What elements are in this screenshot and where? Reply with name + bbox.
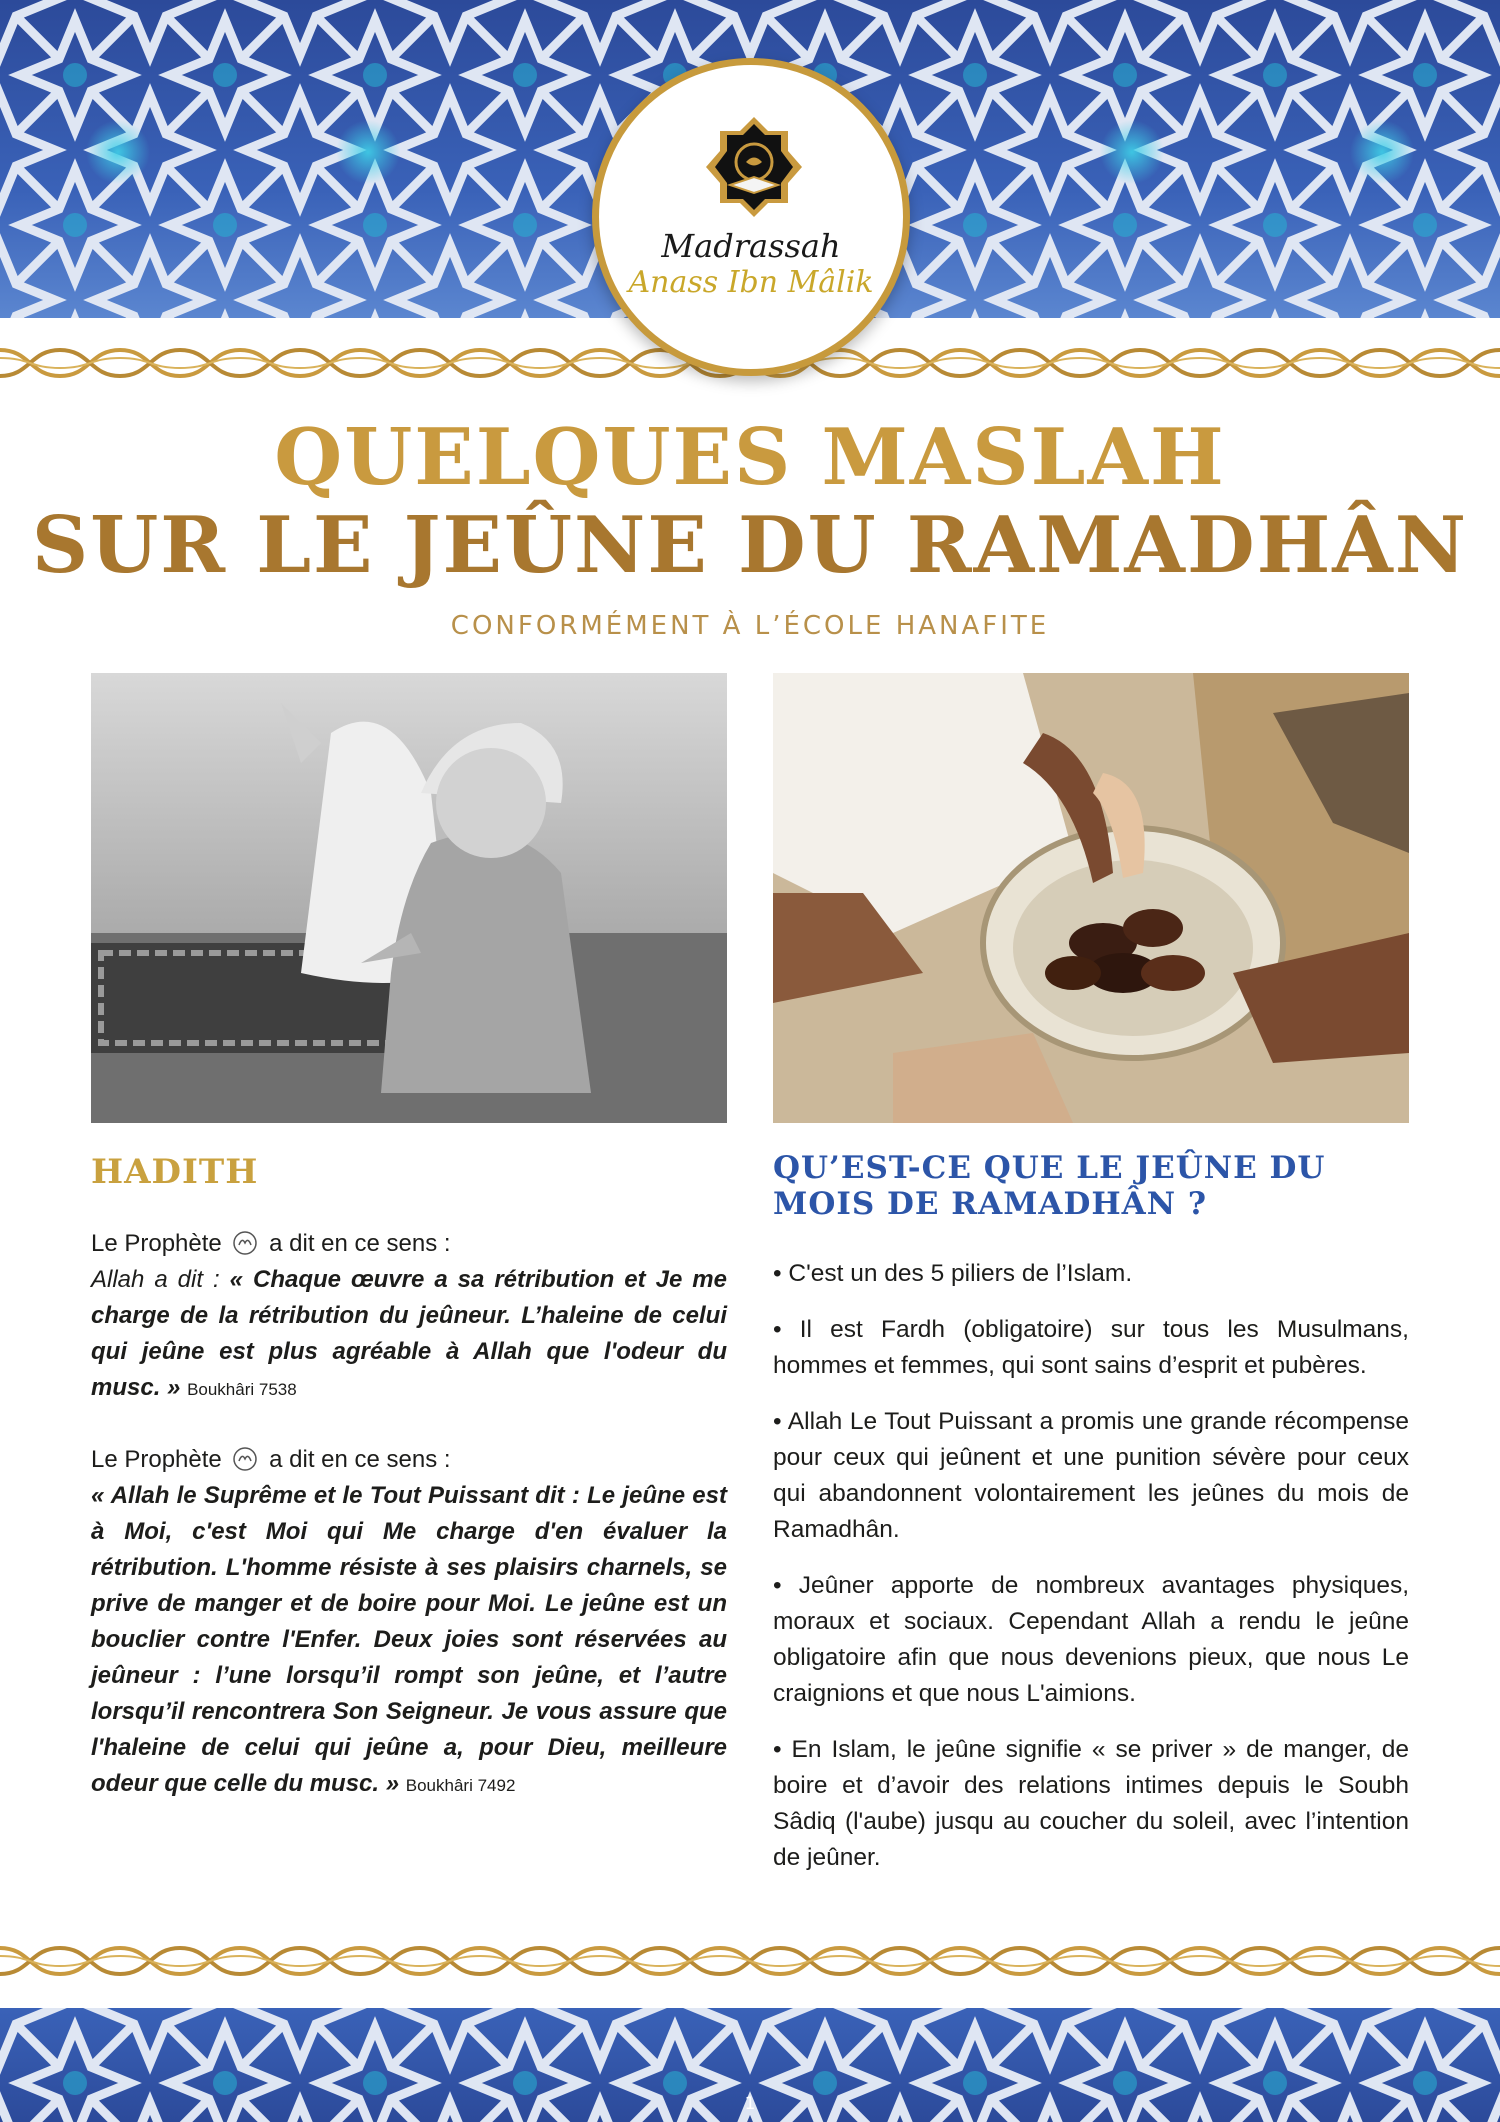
hadith1-intro [91, 1226, 727, 1262]
hadith1-intro-b: a dit en ce sens : [269, 1230, 451, 1257]
hadith1-lead: Allah a dit : [91, 1266, 230, 1293]
photo-dates-bowl [773, 673, 1409, 1123]
school-logo [592, 58, 910, 376]
page-title-line1: QUELQUES MASLAH [274, 412, 1226, 503]
bullet-item: • En Islam, le jeûne signifie « se priver » de manger, de boire et d’avoir des relations intimes depuis le Soubh Sâdiq (l'aube) jusqu au coucher du soleil, avec l’intention de jeûner. [773, 1736, 1409, 1871]
salawat-icon [232, 1230, 258, 1256]
salawat-icon [232, 1446, 258, 1472]
page-title-line2: SUR LE JEÛNE DU RAMADHÂN [31, 500, 1469, 591]
hadith1-reference: Boukhâri 7538 [187, 1380, 297, 1399]
logo-school-name: Madrassah [661, 227, 841, 265]
hadith2-intro-a: Le Prophète [91, 1446, 222, 1473]
page-subtitle: CONFORMÉMENT À L’ÉCOLE HANAFITE [450, 611, 1050, 641]
hadith2-quote: « Allah le Suprême et le Tout Puissant dit : Le jeûne est à Moi, c'est Moi qui Me charge d'en évaluer la rétribution. L'homme résiste à ses plaisirs charnels, se prive de manger et de boire pour Moi. Le jeûne est un bouclier contre l'Enfer. Deux joies sont réservées au jeûneur : l’une lorsqu’il rompt son jeûne, et l’autre lorsqu’il rencontrera Son Seigneur. Je vous assure que l'haleine de celui qui jeûne a, pour Dieu, meilleure odeur que celle du musc. » [91, 1482, 727, 1797]
bullet-item: • C'est un des 5 piliers de l’Islam. [773, 1260, 1133, 1287]
quran-emblem-icon [702, 115, 806, 219]
bullet-item: • Jeûner apporte de nombreux avantages physiques, moraux et sociaux. Cependant Allah a rendu le jeûne obligatoire afin que nous devenions pieux, que nous Le craignions et que nous L'aimions. [773, 1572, 1409, 1707]
bullet-item: • Allah Le Tout Puissant a promis une grande récompense pour ceux qui jeûnent et une punition sévère pour ceux qui abandonnent volontairement les jeûnes du mois de Ramadhân. [773, 1408, 1409, 1543]
fasting-info-column [773, 1150, 1409, 1896]
page-number: 1 [744, 2094, 756, 2114]
hadith-heading: HADITH [91, 1152, 259, 1192]
hadith2-text [91, 1478, 727, 1804]
logo-school-subname: Anass Ibn Mâlik [628, 265, 874, 300]
fasting-question-heading: QU’EST-CE QUE LE JEÛNE DU MOIS DE RAMADHÂN ? [773, 1150, 1326, 1222]
hadith1-quote: « Chaque œuvre a sa rétribution et Je me charge de la rétribution du jeûneur. L’haleine de celui qui jeûne est plus agréable à Allah que l'odeur du musc. » [91, 1266, 727, 1401]
hadith2-intro-b: a dit en ce sens : [269, 1446, 451, 1473]
hadith1-text [91, 1262, 727, 1408]
photo-child-praying [91, 673, 727, 1123]
hadith2-reference: Boukhâri 7492 [405, 1776, 516, 1795]
gold-braid-border-bottom [0, 1938, 1500, 1984]
hadith2-intro [91, 1442, 727, 1478]
hadith1-intro-a: Le Prophète [91, 1230, 222, 1257]
bullet-item: • Il est Fardh (obligatoire) sur tous les Musulmans, hommes et femmes, qui sont sains d’esprit et pubères. [773, 1316, 1409, 1379]
hadith-column [91, 1150, 727, 1804]
